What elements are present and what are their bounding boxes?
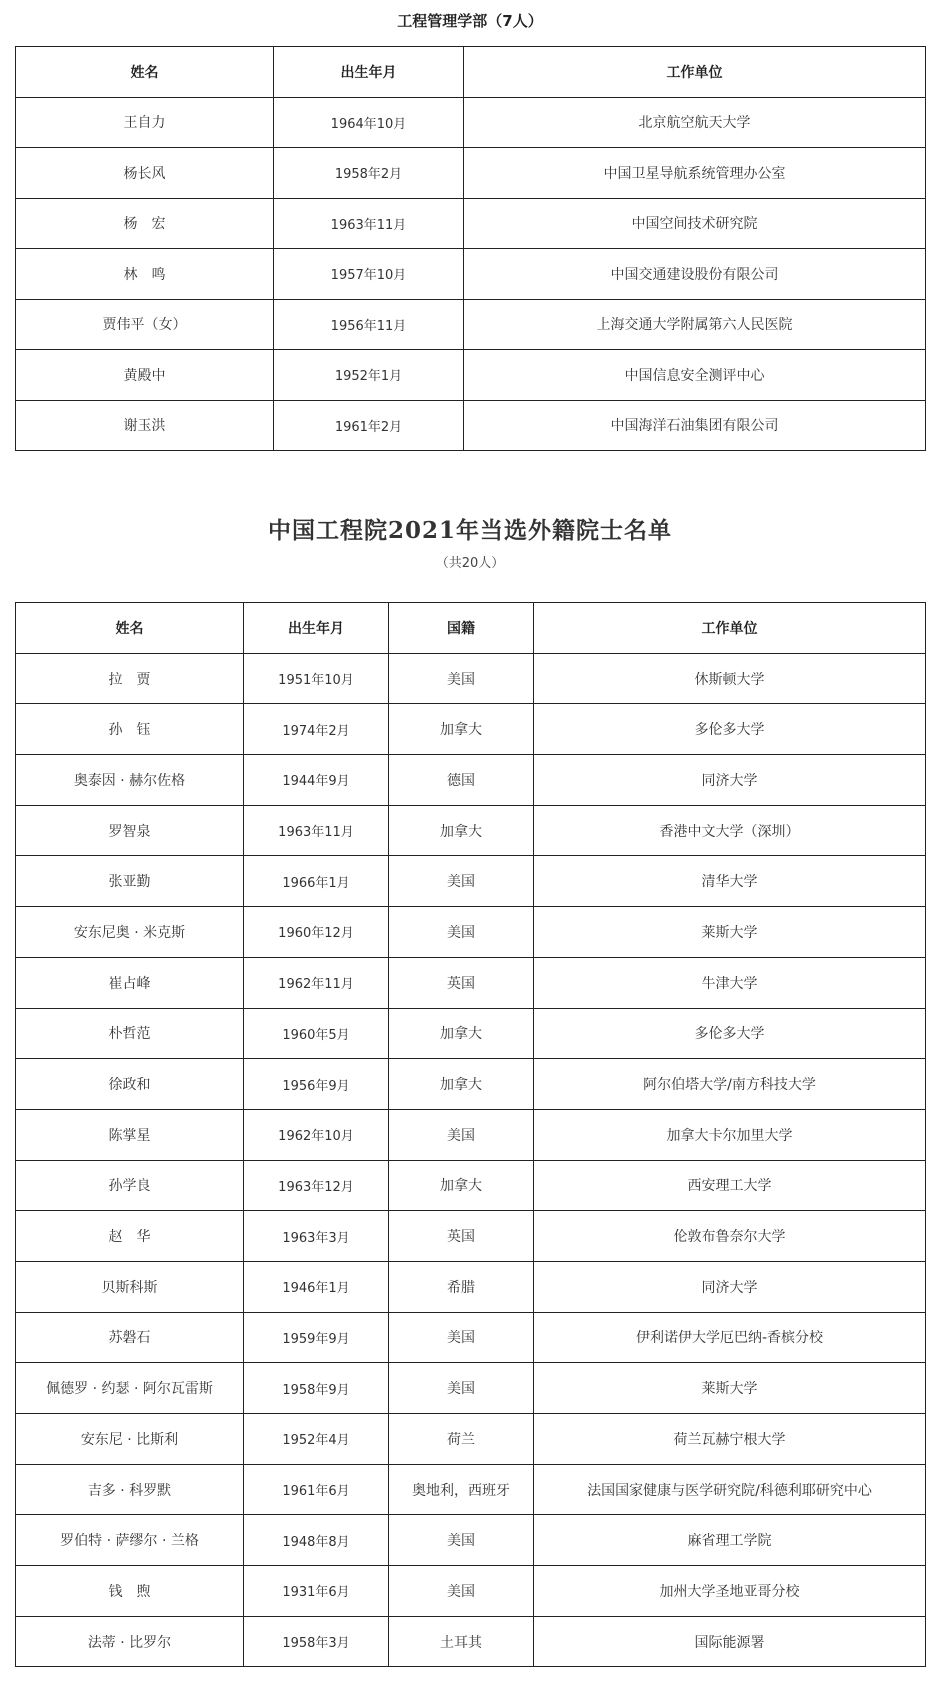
cell-name: 贾伟平（女） bbox=[16, 299, 274, 350]
table-row bbox=[16, 1363, 926, 1414]
table-row bbox=[16, 198, 926, 249]
table-row bbox=[16, 97, 926, 148]
cell-name: 赵 华 bbox=[16, 1211, 244, 1262]
cell-birth: 1963年12月 bbox=[244, 1160, 389, 1211]
cell-unit: 同济大学 bbox=[534, 1261, 926, 1312]
table-row bbox=[16, 957, 926, 1008]
cell-birth: 1957年10月 bbox=[274, 249, 464, 300]
table-header-row bbox=[16, 47, 926, 98]
cell-unit: 莱斯大学 bbox=[534, 1363, 926, 1414]
cell-unit: 伦敦布鲁奈尔大学 bbox=[534, 1211, 926, 1262]
cell-nationality: 英国 bbox=[389, 957, 534, 1008]
table-header-row bbox=[16, 603, 926, 654]
cell-name: 罗伯特 · 萨缪尔 · 兰格 bbox=[16, 1515, 244, 1566]
cell-birth: 1959年9月 bbox=[244, 1312, 389, 1363]
cell-unit: 麻省理工学院 bbox=[534, 1515, 926, 1566]
cell-nationality: 美国 bbox=[389, 856, 534, 907]
cell-birth: 1951年10月 bbox=[244, 653, 389, 704]
table-row bbox=[16, 1261, 926, 1312]
cell-birth: 1958年9月 bbox=[244, 1363, 389, 1414]
cell-nationality: 英国 bbox=[389, 1211, 534, 1262]
table-row bbox=[16, 299, 926, 350]
cell-name: 王自力 bbox=[16, 97, 274, 148]
section-title-engineering-management: 工程管理学部（7人） bbox=[397, 12, 543, 30]
cell-name: 陈掌星 bbox=[16, 1109, 244, 1160]
cell-nationality: 土耳其 bbox=[389, 1616, 534, 1667]
cell-name: 孙学良 bbox=[16, 1160, 244, 1211]
header-birth: 出生年月 bbox=[274, 47, 464, 98]
cell-unit: 加拿大卡尔加里大学 bbox=[534, 1109, 926, 1160]
cell-name: 杨 宏 bbox=[16, 198, 274, 249]
foreign-academicians-table bbox=[15, 602, 926, 1667]
table-row bbox=[16, 805, 926, 856]
table-row bbox=[16, 856, 926, 907]
cell-nationality: 美国 bbox=[389, 1312, 534, 1363]
cell-unit: 阿尔伯塔大学/南方科技大学 bbox=[534, 1059, 926, 1110]
cell-nationality: 美国 bbox=[389, 653, 534, 704]
cell-name: 安东尼 · 比斯利 bbox=[16, 1414, 244, 1465]
cell-nationality: 加拿大 bbox=[389, 1008, 534, 1059]
cell-name: 崔占峰 bbox=[16, 957, 244, 1008]
cell-name: 朴哲范 bbox=[16, 1008, 244, 1059]
cell-nationality: 加拿大 bbox=[389, 805, 534, 856]
header-unit: 工作单位 bbox=[464, 47, 926, 98]
cell-nationality: 加拿大 bbox=[389, 704, 534, 755]
table-row bbox=[16, 755, 926, 806]
table-row bbox=[16, 704, 926, 755]
cell-unit: 牛津大学 bbox=[534, 957, 926, 1008]
cell-name: 林 鸣 bbox=[16, 249, 274, 300]
cell-nationality: 德国 bbox=[389, 755, 534, 806]
table-row bbox=[16, 1160, 926, 1211]
table-row bbox=[16, 1059, 926, 1110]
cell-unit: 国际能源署 bbox=[534, 1616, 926, 1667]
cell-birth: 1952年1月 bbox=[274, 350, 464, 401]
table-row bbox=[16, 907, 926, 958]
cell-name: 佩德罗 · 约瑟 · 阿尔瓦雷斯 bbox=[16, 1363, 244, 1414]
cell-name: 钱 煦 bbox=[16, 1566, 244, 1617]
cell-birth: 1958年3月 bbox=[244, 1616, 389, 1667]
cell-birth: 1963年11月 bbox=[244, 805, 389, 856]
cell-nationality: 美国 bbox=[389, 1566, 534, 1617]
header-name: 姓名 bbox=[16, 47, 274, 98]
table-row bbox=[16, 148, 926, 199]
cell-birth: 1948年8月 bbox=[244, 1515, 389, 1566]
table-row bbox=[16, 1464, 926, 1515]
cell-unit: 香港中文大学（深圳） bbox=[534, 805, 926, 856]
cell-name: 徐政和 bbox=[16, 1059, 244, 1110]
cell-nationality: 美国 bbox=[389, 1109, 534, 1160]
cell-unit: 荷兰瓦赫宁根大学 bbox=[534, 1414, 926, 1465]
cell-name: 罗智泉 bbox=[16, 805, 244, 856]
cell-unit: 莱斯大学 bbox=[534, 907, 926, 958]
table-row bbox=[16, 249, 926, 300]
table-row bbox=[16, 1008, 926, 1059]
cell-unit: 中国海洋石油集团有限公司 bbox=[464, 400, 926, 451]
table-row bbox=[16, 350, 926, 401]
cell-birth: 1962年10月 bbox=[244, 1109, 389, 1160]
cell-name: 黄殿中 bbox=[16, 350, 274, 401]
cell-nationality: 加拿大 bbox=[389, 1059, 534, 1110]
cell-unit: 多伦多大学 bbox=[534, 1008, 926, 1059]
cell-birth: 1961年6月 bbox=[244, 1464, 389, 1515]
cell-birth: 1944年9月 bbox=[244, 755, 389, 806]
cell-nationality: 荷兰 bbox=[389, 1414, 534, 1465]
cell-nationality: 美国 bbox=[389, 1363, 534, 1414]
cell-unit: 中国信息安全测评中心 bbox=[464, 350, 926, 401]
cell-nationality: 加拿大 bbox=[389, 1160, 534, 1211]
cell-unit: 中国空间技术研究院 bbox=[464, 198, 926, 249]
header-nationality: 国籍 bbox=[389, 603, 534, 654]
cell-birth: 1956年9月 bbox=[244, 1059, 389, 1110]
cell-birth: 1961年2月 bbox=[274, 400, 464, 451]
cell-name: 谢玉洪 bbox=[16, 400, 274, 451]
cell-unit: 清华大学 bbox=[534, 856, 926, 907]
cell-birth: 1964年10月 bbox=[274, 97, 464, 148]
cell-unit: 法国国家健康与医学研究院/科德利耶研究中心 bbox=[534, 1464, 926, 1515]
cell-unit: 北京航空航天大学 bbox=[464, 97, 926, 148]
header-birth: 出生年月 bbox=[244, 603, 389, 654]
cell-birth: 1958年2月 bbox=[274, 148, 464, 199]
header-name: 姓名 bbox=[16, 603, 244, 654]
cell-unit: 休斯顿大学 bbox=[534, 653, 926, 704]
cell-name: 奥泰因 · 赫尔佐格 bbox=[16, 755, 244, 806]
cell-name: 苏磐石 bbox=[16, 1312, 244, 1363]
table-row bbox=[16, 1515, 926, 1566]
table-row bbox=[16, 1566, 926, 1617]
cell-name: 吉多 · 科罗默 bbox=[16, 1464, 244, 1515]
header-unit: 工作单位 bbox=[534, 603, 926, 654]
foreign-academicians-count: （共20人） bbox=[435, 556, 505, 571]
cell-unit: 西安理工大学 bbox=[534, 1160, 926, 1211]
cell-name: 法蒂 · 比罗尔 bbox=[16, 1616, 244, 1667]
cell-unit: 多伦多大学 bbox=[534, 704, 926, 755]
cell-unit: 中国交通建设股份有限公司 bbox=[464, 249, 926, 300]
cell-birth: 1956年11月 bbox=[274, 299, 464, 350]
cell-name: 安东尼奥 · 米克斯 bbox=[16, 907, 244, 958]
foreign-academicians-title: 中国工程院2021年当选外籍院士名单 bbox=[267, 517, 672, 544]
cell-birth: 1963年3月 bbox=[244, 1211, 389, 1262]
cell-birth: 1952年4月 bbox=[244, 1414, 389, 1465]
cell-birth: 1962年11月 bbox=[244, 957, 389, 1008]
cell-unit: 伊利诺伊大学厄巴纳-香槟分校 bbox=[534, 1312, 926, 1363]
table-row bbox=[16, 1211, 926, 1262]
cell-nationality: 奥地利，西班牙 bbox=[389, 1464, 534, 1515]
cell-unit: 同济大学 bbox=[534, 755, 926, 806]
table-row bbox=[16, 653, 926, 704]
cell-unit: 加州大学圣地亚哥分校 bbox=[534, 1566, 926, 1617]
table-row bbox=[16, 400, 926, 451]
table-row bbox=[16, 1109, 926, 1160]
cell-name: 贝斯科斯 bbox=[16, 1261, 244, 1312]
cell-name: 张亚勤 bbox=[16, 856, 244, 907]
cell-birth: 1966年1月 bbox=[244, 856, 389, 907]
table-row bbox=[16, 1414, 926, 1465]
cell-unit: 上海交通大学附属第六人民医院 bbox=[464, 299, 926, 350]
cell-birth: 1974年2月 bbox=[244, 704, 389, 755]
cell-name: 拉 贾 bbox=[16, 653, 244, 704]
cell-nationality: 希腊 bbox=[389, 1261, 534, 1312]
table-row bbox=[16, 1616, 926, 1667]
cell-nationality: 美国 bbox=[389, 1515, 534, 1566]
cell-birth: 1963年11月 bbox=[274, 198, 464, 249]
cell-birth: 1946年1月 bbox=[244, 1261, 389, 1312]
cell-unit: 中国卫星导航系统管理办公室 bbox=[464, 148, 926, 199]
cell-birth: 1960年12月 bbox=[244, 907, 389, 958]
cell-name: 杨长风 bbox=[16, 148, 274, 199]
table-row bbox=[16, 1312, 926, 1363]
cell-birth: 1931年6月 bbox=[244, 1566, 389, 1617]
cell-name: 孙 钰 bbox=[16, 704, 244, 755]
cell-birth: 1960年5月 bbox=[244, 1008, 389, 1059]
engineering-management-table bbox=[15, 46, 926, 451]
cell-nationality: 美国 bbox=[389, 907, 534, 958]
